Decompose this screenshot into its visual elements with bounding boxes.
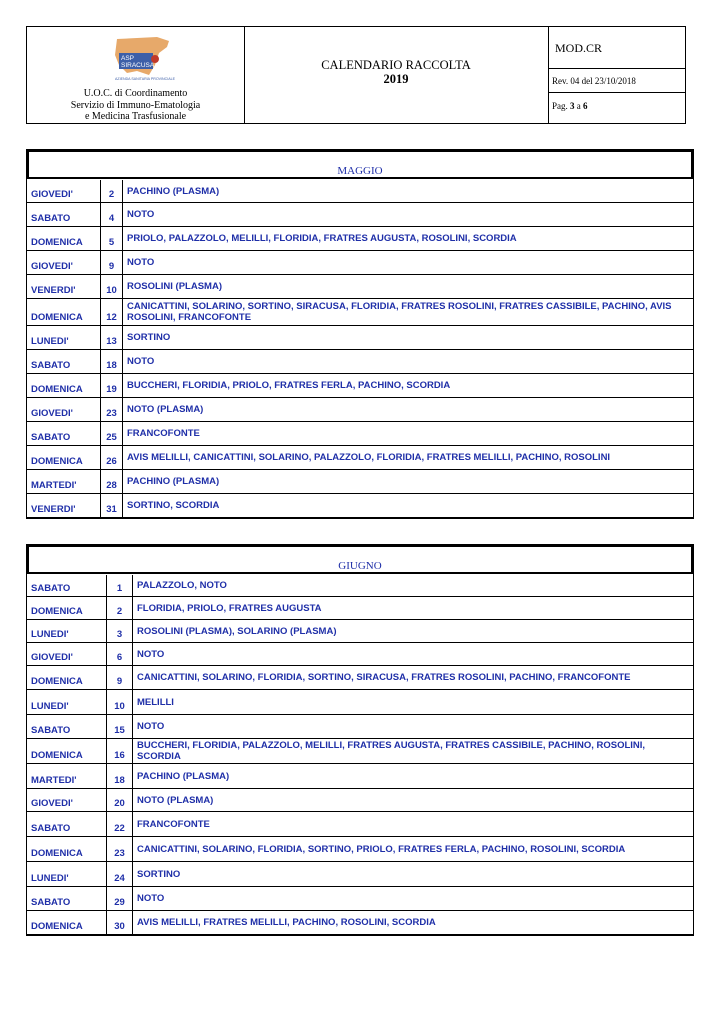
collection-sites: NOTO xyxy=(127,209,155,220)
schedule-row xyxy=(27,643,693,666)
day-number: 4 xyxy=(101,203,123,226)
collection-sites: PACHINO (PLASMA) xyxy=(127,185,220,197)
day-number: 15 xyxy=(107,715,133,738)
revision-info: Rev. 04 del 23/10/2018 xyxy=(548,69,685,93)
day-of-week: LUNEDI' xyxy=(27,690,107,714)
document-title xyxy=(244,58,548,86)
day-number: 25 xyxy=(101,422,123,445)
day-number: 28 xyxy=(101,470,123,493)
month-title-maggio: MAGGIO xyxy=(27,150,693,179)
collection-sites: NOTO (PLASMA) xyxy=(137,794,214,806)
schedule-row xyxy=(27,350,693,374)
schedule-row xyxy=(27,837,693,862)
schedule-row xyxy=(27,326,693,350)
day-of-week: VENERDI' xyxy=(27,275,101,298)
collection-sites: SORTINO, SCORDIA xyxy=(127,500,220,511)
day-of-week: LUNEDI' xyxy=(27,326,101,349)
day-number: 10 xyxy=(107,690,133,714)
day-number: 3 xyxy=(107,620,133,642)
day-number: 6 xyxy=(107,643,133,665)
header-meta-cell xyxy=(548,27,685,123)
day-of-week: DOMENICA xyxy=(27,739,107,763)
schedule-row xyxy=(27,739,693,764)
page-sep: a xyxy=(574,101,583,111)
day-number: 26 xyxy=(101,446,123,469)
day-of-week: DOMENICA xyxy=(27,911,107,934)
collection-sites: PACHINO (PLASMA) xyxy=(137,770,230,782)
day-of-week: DOMENICA xyxy=(27,227,101,250)
collection-sites: ROSOLINI (PLASMA) xyxy=(127,281,222,292)
page-info xyxy=(548,93,685,123)
day-of-week: DOMENICA xyxy=(27,446,101,469)
schedule-row xyxy=(27,374,693,398)
day-number: 18 xyxy=(107,764,133,788)
schedule-row xyxy=(27,887,693,911)
day-of-week: SABATO xyxy=(27,203,101,226)
org-line-2: Servizio di Immuno-Ematologia xyxy=(70,99,201,111)
schedule-row xyxy=(27,690,693,715)
form-code: MOD.CR xyxy=(548,27,685,69)
schedule-row xyxy=(27,715,693,739)
schedule-row xyxy=(27,911,693,935)
day-of-week: VENERDI' xyxy=(27,494,101,517)
day-of-week: LUNEDI' xyxy=(27,862,107,886)
page-total: 6 xyxy=(583,101,588,111)
collection-sites: SORTINO xyxy=(127,332,171,343)
day-number: 9 xyxy=(107,666,133,689)
day-of-week: MARTEDI' xyxy=(27,470,101,493)
day-number: 31 xyxy=(101,494,123,517)
collection-sites: MELILLI xyxy=(137,696,174,708)
collection-sites: PALAZZOLO, NOTO xyxy=(137,580,227,591)
page-prefix: Pag. xyxy=(552,101,570,111)
day-number: 24 xyxy=(107,862,133,886)
schedule-row xyxy=(27,422,693,446)
title-line-1: CALENDARIO RACCOLTA xyxy=(321,58,471,72)
day-number: 13 xyxy=(101,326,123,349)
schedule-row xyxy=(27,494,693,518)
asp-siracusa-logo xyxy=(97,35,177,83)
day-of-week: SABATO xyxy=(27,575,107,596)
schedule-row xyxy=(27,227,693,251)
month-title-giugno: GIUGNO xyxy=(27,545,693,574)
schedule-row xyxy=(27,275,693,299)
collection-sites: NOTO xyxy=(137,648,165,660)
day-number: 10 xyxy=(101,275,123,298)
schedule-row xyxy=(27,470,693,494)
day-number: 30 xyxy=(107,911,133,934)
document-header xyxy=(26,26,686,124)
schedule-row xyxy=(27,597,693,620)
schedule-row xyxy=(27,203,693,227)
day-of-week: SABATO xyxy=(27,422,101,445)
logo-subtext: AZIENDA SANITARIA PROVINCIALE xyxy=(115,77,176,81)
schedule-row xyxy=(27,862,693,887)
day-of-week: MARTEDI' xyxy=(27,764,107,788)
day-of-week: DOMENICA xyxy=(27,374,101,397)
month-table-maggio xyxy=(26,149,694,519)
title-line-2: 2019 xyxy=(383,72,409,86)
collection-sites: ROSOLINI (PLASMA), SOLARINO (PLASMA) xyxy=(137,625,337,637)
org-line-1: U.O.C. di Coordinamento xyxy=(83,88,188,99)
collection-sites: NOTO xyxy=(137,721,165,732)
day-of-week: SABATO xyxy=(27,812,107,836)
collection-sites: NOTO xyxy=(137,893,165,904)
collection-sites: SORTINO xyxy=(137,868,181,880)
day-number: 22 xyxy=(107,812,133,836)
day-number: 12 xyxy=(101,299,123,325)
collection-sites: FLORIDIA, PRIOLO, FRATRES AUGUSTA xyxy=(137,602,322,614)
collection-sites: NOTO xyxy=(127,257,155,268)
day-number: 5 xyxy=(101,227,123,250)
day-of-week: DOMENICA xyxy=(27,299,101,325)
day-number: 23 xyxy=(107,837,133,861)
day-number: 20 xyxy=(107,789,133,811)
schedule-row xyxy=(27,620,693,643)
schedule-row xyxy=(27,575,693,597)
day-of-week: LUNEDI' xyxy=(27,620,107,642)
collection-sites: AVIS MELILLI, FRATRES MELILLI, PACHINO, ROSOLINI, SCORDIA xyxy=(137,917,436,928)
schedule-row xyxy=(27,446,693,470)
month-table-giugno xyxy=(26,544,694,936)
day-number: 2 xyxy=(107,597,133,619)
day-number: 9 xyxy=(101,251,123,274)
day-number: 1 xyxy=(107,575,133,596)
schedule-row xyxy=(27,764,693,789)
day-of-week: SABATO xyxy=(27,715,107,738)
day-of-week: DOMENICA xyxy=(27,597,107,619)
schedule-row xyxy=(27,299,693,326)
collection-sites: AVIS MELILLI, CANICATTINI, SOLARINO, PALAZZOLO, FLORIDIA, FRATRES MELILLI, PACHINO, ROSOLINI xyxy=(127,452,611,463)
schedule-row xyxy=(27,398,693,422)
day-of-week: GIOVEDI' xyxy=(27,251,101,274)
collection-sites: FRANCOFONTE xyxy=(127,428,200,439)
schedule-row xyxy=(27,251,693,275)
schedule-row xyxy=(27,666,693,690)
schedule-row xyxy=(27,789,693,812)
org-line-3: e Medicina Trasfusionale xyxy=(84,111,187,122)
collection-sites: PACHINO (PLASMA) xyxy=(127,476,220,487)
day-of-week: GIOVEDI' xyxy=(27,643,107,665)
day-of-week: SABATO xyxy=(27,350,101,373)
collection-sites: PRIOLO, PALAZZOLO, MELILLI, FLORIDIA, FRATRES AUGUSTA, ROSOLINI, SCORDIA xyxy=(127,233,517,244)
logo-text-asp: ASP xyxy=(121,55,135,62)
collection-sites: CANICATTINI, SOLARINO, FLORIDIA, SORTINO, PRIOLO, FRATRES FERLA, PACHINO, ROSOLINI, SCORDIA xyxy=(137,843,626,855)
collection-sites: BUCCHERI, FLORIDIA, PALAZZOLO, MELILLI, FRATRES AUGUSTA, FRATRES CASSIBILE, PACHINO, ROSOLINI, SCORDIA xyxy=(137,740,646,762)
header-org-cell xyxy=(27,27,245,123)
collection-sites: FRANCOFONTE xyxy=(137,818,210,830)
day-number: 16 xyxy=(107,739,133,763)
collection-sites: BUCCHERI, FLORIDIA, PRIOLO, FRATRES FERLA, PACHINO, SCORDIA xyxy=(127,380,451,391)
org-name xyxy=(27,88,244,123)
day-of-week: GIOVEDI' xyxy=(27,180,101,202)
page-number: 3 xyxy=(570,101,575,111)
schedule-row xyxy=(27,180,693,203)
collection-sites: NOTO (PLASMA) xyxy=(127,404,204,415)
collection-sites: CANICATTINI, SOLARINO, SORTINO, SIRACUSA, FLORIDIA, FRATRES ROSOLINI, FRATRES CASSIBILE, PACHINO, AVIS ROSOLINI, FRANCOFONTE xyxy=(127,301,672,323)
logo-text-siracusa: SIRACUSA xyxy=(121,62,155,69)
day-of-week: GIOVEDI' xyxy=(27,398,101,421)
day-of-week: SABATO xyxy=(27,887,107,910)
collection-sites: CANICATTINI, SOLARINO, FLORIDIA, SORTINO, SIRACUSA, FRATRES ROSOLINI, PACHINO, FRANCOFONTE xyxy=(137,672,631,683)
day-number: 23 xyxy=(101,398,123,421)
day-number: 2 xyxy=(101,180,123,202)
header-title-cell xyxy=(244,27,549,123)
day-of-week: DOMENICA xyxy=(27,666,107,689)
schedule-row xyxy=(27,812,693,837)
day-number: 19 xyxy=(101,374,123,397)
collection-sites: NOTO xyxy=(127,356,155,367)
day-of-week: GIOVEDI' xyxy=(27,789,107,811)
day-number: 29 xyxy=(107,887,133,910)
day-number: 18 xyxy=(101,350,123,373)
day-of-week: DOMENICA xyxy=(27,837,107,861)
